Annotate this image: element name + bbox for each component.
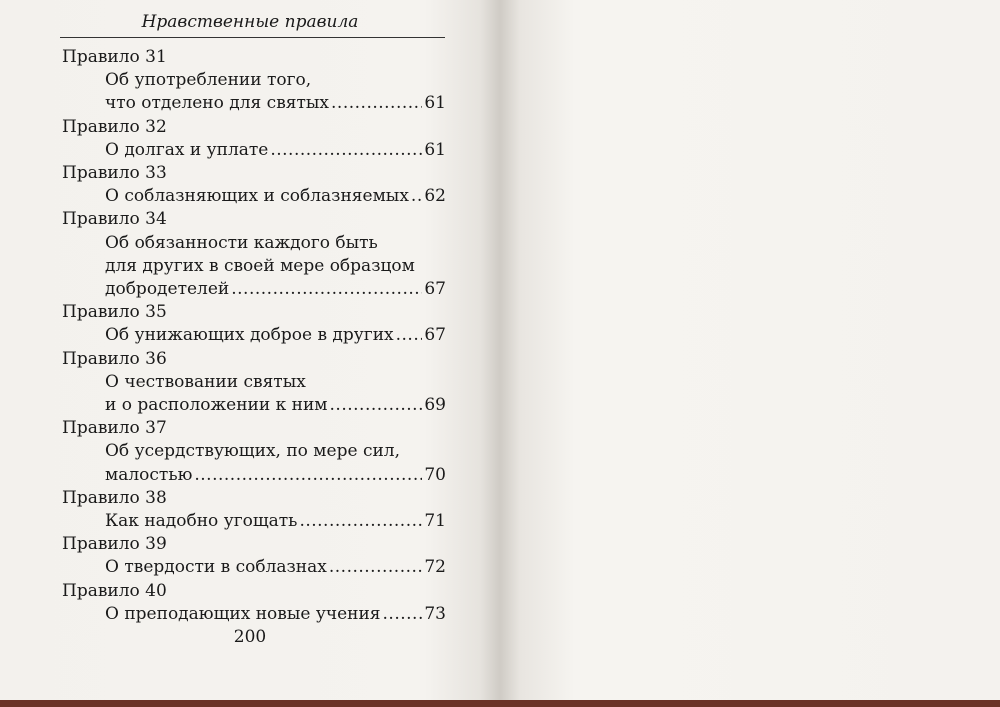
dot-leader	[329, 556, 423, 579]
rule-label: Правило 40	[62, 580, 167, 601]
entry-title-line: Об употреблении того,	[105, 70, 312, 91]
rule-label: Правило 37	[62, 418, 167, 439]
entry-title-line	[62, 556, 446, 579]
dot-leader	[270, 139, 422, 162]
dot-leader	[299, 510, 422, 533]
entry-title-text: добродетелей	[105, 279, 230, 300]
rule-label: Правило 32	[62, 116, 167, 137]
rule-label: Правило 36	[62, 348, 167, 369]
entry-title-line: Об усердствующих, по мере сил,	[105, 441, 400, 462]
entry-title-text: О соблазняющих и соблазняемых	[105, 186, 409, 207]
entry-page-number: 69	[424, 395, 446, 416]
entry-page-number: 70	[424, 464, 446, 485]
dot-leader	[331, 92, 422, 115]
entry-page-number: 61	[424, 139, 446, 160]
dot-leader	[396, 324, 423, 347]
entry-title-line	[62, 464, 446, 487]
rule-label: Правило 31	[62, 47, 167, 67]
entry-title-text: О долгах и уплате	[105, 139, 269, 160]
toc-entry	[62, 417, 446, 487]
toc-entry	[62, 162, 446, 208]
toc-list	[62, 46, 446, 626]
dot-leader	[383, 603, 423, 626]
dot-leader	[330, 394, 423, 417]
right-page	[500, 0, 1000, 700]
rule-label: Правило 34	[62, 209, 167, 230]
entry-title-line	[62, 92, 446, 115]
page-number: 200	[233, 627, 267, 647]
entry-title-line	[62, 185, 446, 208]
entry-title-text: малостью	[105, 464, 193, 485]
entry-title-line: для других в своей мере образцом	[105, 255, 415, 276]
book-edge	[0, 700, 1000, 707]
toc-entry	[62, 487, 446, 533]
entry-title-line	[62, 278, 446, 301]
entry-page-number: 73	[424, 603, 446, 624]
entry-title-line: Об обязанности каждого быть	[105, 232, 378, 253]
entry-title-text: О преподающих новые учения	[105, 603, 381, 624]
dot-leader	[231, 278, 422, 301]
entry-title-text: О твердости в соблазнах	[105, 557, 327, 578]
rule-label: Правило 38	[62, 487, 167, 508]
running-head: Нравственные правила	[141, 12, 359, 32]
entry-page-number: 67	[424, 279, 446, 300]
dot-leader	[411, 185, 422, 208]
toc-entry	[62, 348, 446, 418]
entry-title-line	[62, 394, 446, 417]
toc-entry	[62, 301, 446, 347]
toc-entry	[62, 208, 446, 301]
rule-label: Правило 33	[62, 163, 167, 184]
toc-entry	[62, 580, 446, 626]
entry-page-number: 71	[424, 511, 446, 532]
head-rule	[60, 37, 445, 38]
entry-title-line	[62, 510, 446, 533]
entry-title-line	[62, 603, 446, 626]
entry-page-number: 72	[424, 557, 446, 578]
toc-entry	[62, 533, 446, 579]
entry-title-text: Об унижающих доброе в других	[105, 325, 394, 346]
dot-leader	[194, 464, 422, 487]
entry-title-line	[62, 324, 446, 347]
entry-page-number: 67	[424, 325, 446, 346]
toc-entry	[62, 46, 446, 116]
toc-entry	[62, 116, 446, 162]
entry-page-number: 61	[424, 93, 446, 114]
entry-title-text: Как надобно угощать	[105, 511, 298, 532]
left-page	[0, 0, 500, 700]
rule-label: Правило 35	[62, 302, 167, 323]
entry-title-line: О чествовании святых	[105, 371, 306, 392]
entry-title-text: что отделено для святых	[105, 93, 330, 114]
entry-title-text: и о расположении к ним	[105, 395, 328, 416]
entry-page-number: 62	[424, 186, 446, 207]
entry-title-line	[62, 139, 446, 162]
rule-label: Правило 39	[62, 534, 167, 555]
